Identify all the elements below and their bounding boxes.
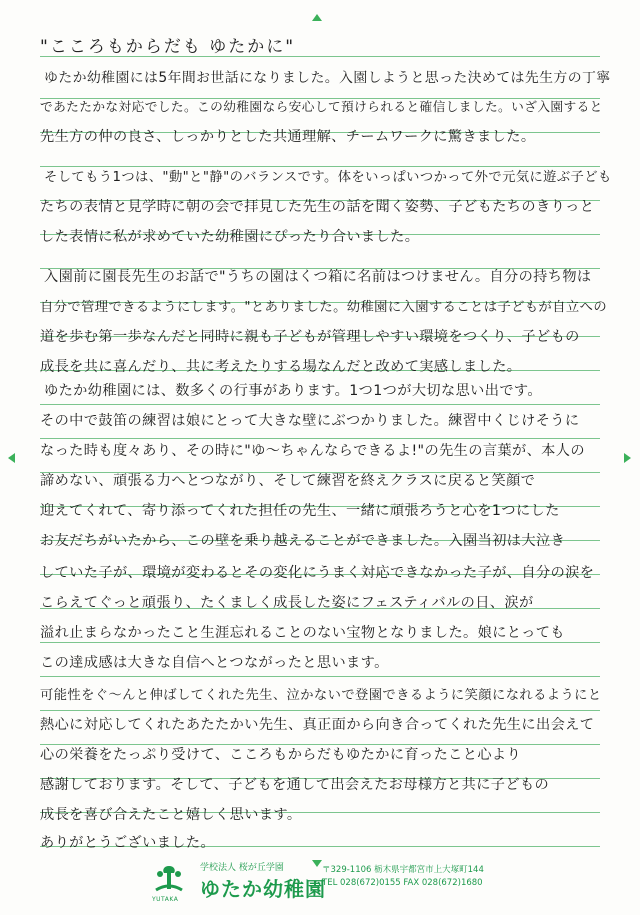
- body-text-line: その中で鼓笛の練習は娘にとって大きな壁にぶつかりました。練習中くじけそうに: [40, 413, 580, 429]
- body-text-line: した表情に私が求めていた幼稚園にぴったり合いました。: [40, 229, 420, 245]
- body-text-line: 溢れ止まらなかったこと生涯忘れることのない宝物となりました。娘にとっても: [40, 625, 565, 641]
- body-text-line: 入園前に園長先生のお話で"うちの園はくつ箱に名前はつけません。自分の持ち物は: [44, 269, 592, 285]
- ruled-line: [40, 642, 600, 643]
- body-text-line: こらえてぐっと頑張り、たくましく成長した姿にフェスティバルの日、涙が: [40, 595, 534, 611]
- body-text-line: 感謝しております。そして、子どもを通して出会えたお母様方と共に子どもの: [40, 777, 550, 793]
- body-text-line: ゆたか幼稚園には5年間お世話になりました。入園しようと思った決めては先生方の丁寧: [44, 70, 611, 86]
- right-center-marker: [624, 453, 631, 463]
- body-text-line: 熱心に対応してくれたあたたかい先生、真正面から向き合ってくれた先生に出会えて: [40, 717, 595, 733]
- body-text-line: 道を歩む第一歩なんだと同時に親も子どもが管理しやすい環境をつくり、子どもの: [40, 329, 580, 345]
- letter-title: "こころもからだも ゆたかに": [40, 37, 296, 57]
- phone-fax-line: TEL 028(672)0155 FAX 028(672)1680: [322, 878, 483, 888]
- address-line: 〒329-1106 栃木県宇都宮市上大塚町144: [322, 865, 484, 875]
- body-text-line: 諦めない、頑張る力へとつながり、そして練習を終えクラスに戻ると笑顔で: [40, 473, 536, 489]
- contact-info: [322, 864, 484, 890]
- body-text-line: 自分で管理できるようにします。"とありました。幼稚園に入園することは子どもが自立への: [40, 300, 608, 315]
- body-text-line: であたたかな対応でした。この幼稚園なら安心して預けられると確信しました。いざ入園すると: [40, 99, 603, 114]
- ruled-line: [40, 710, 600, 711]
- kindergarten-name: ゆたか幼稚園: [200, 877, 326, 901]
- logo-text: YUTAKA: [152, 896, 179, 903]
- body-text-line: そしてもう1つは、"動"と"静"のバランスです。体をいっぱいつかって外で元気に遊ぶ子ども: [44, 170, 612, 185]
- body-text-line: ありがとうございました。: [40, 835, 216, 851]
- body-text-line: ゆたか幼稚園には、数多くの行事があります。1つ1つが大切な思い出です。: [44, 383, 542, 399]
- body-text-line: 成長を共に喜んだり、共に考えたりする場なんだと改めて実感しました。: [40, 359, 522, 375]
- body-text-line: お友だちがいたから、この壁を乗り越えることができました。入園当初は大泣き: [40, 533, 566, 549]
- footer: [150, 858, 490, 908]
- ruled-line: [40, 404, 600, 405]
- body-text-line: 迎えてくれて、寄り添ってくれた担任の先生、一緒に頑張ろうと心を1つにした: [40, 503, 560, 519]
- left-center-marker: [8, 453, 15, 463]
- body-text-line: 心の栄養をたっぷり受けて、こころもからだもゆたかに育ったこと心より: [40, 747, 522, 763]
- top-center-marker: [312, 14, 322, 21]
- body-text-line: この達成感は大きな自信へとつながったと思います。: [40, 655, 389, 671]
- body-text-line: 可能性をぐ〜んと伸ばしてくれた先生、泣かないで登園できるように笑顔になれるようにと: [40, 688, 602, 703]
- ruled-line: [40, 438, 600, 439]
- corporation-name: 学校法人 桜が丘学園: [200, 863, 284, 873]
- ruled-line: [40, 676, 600, 677]
- body-text-line: たちの表情と見学時に朝の会で拝見した先生の話を聞く姿勢、子どもたちのきりっと: [40, 199, 595, 215]
- body-text-line: 先生方の仲の良さ、しっかりとした共通理解、チームワークに驚きました。: [40, 129, 536, 145]
- body-text-line: していた子が、環境が変わるとその変化にうまく対応できなかった子が、自分の涙を: [40, 565, 595, 581]
- body-text-line: なった時も度々あり、その時に"ゆ〜ちゃんならできるよ!"の先生の言葉が、本人の: [40, 443, 585, 459]
- body-text-line: 成長を喜び合えたこと嬉しく思います。: [40, 807, 302, 823]
